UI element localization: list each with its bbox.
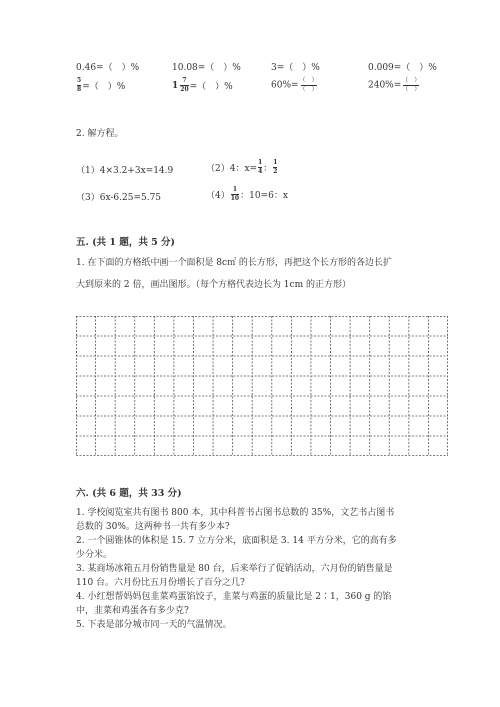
conversion-item-2: 10.08=（ ）% xyxy=(172,63,241,73)
section-6-heading: 六. (共 6 题，共 33 分) xyxy=(76,488,182,499)
conversion-item-3: 3=（ ）% xyxy=(271,63,320,73)
section-5-question xyxy=(76,256,456,292)
question-2-title: 2. 解方程。 xyxy=(76,129,124,139)
question-line: 1. 学校阅览室共有图书 800 本，其中科普书占图书总数的 35%，文艺书占图书 xyxy=(76,508,395,518)
square-grid xyxy=(76,316,448,456)
conversion-item-1: 0.46=（ ）% xyxy=(76,63,140,73)
question-line: 中，韭菜和鸡蛋各有多少克? xyxy=(76,606,189,616)
conversion-item-4: 0.009=（ ）% xyxy=(368,63,437,73)
section-6-questions xyxy=(76,506,456,632)
question-line: 大到原来的 2 倍，画出图形。（每个方格代表边长为 1cm 的正方形） xyxy=(76,280,351,290)
blank-fraction: （ ） （ ） xyxy=(402,77,421,93)
question-line: 110 台。六月份比五月份增长了百分之几? xyxy=(76,578,245,588)
equation-2: （2）4：x= $\frac{1}{4}$ ： $\frac{1}{2}$ xyxy=(206,159,278,175)
equation-3: （3）6x-6.25=5.75 xyxy=(76,193,162,203)
question-line: 3. 某商场冰箱五月份销售量是 80 台，后来举行了促销活动，六月份的销售量是 xyxy=(76,564,393,574)
conversion-item-8: 240%= （ ） （ ） xyxy=(368,77,421,93)
mixed-number: 1 $\frac{7}{20}$ xyxy=(172,77,189,93)
question-line: 少分米。 xyxy=(76,550,113,560)
question-line: 1. 在下面的方格纸中画一个面积是 8c㎡ 的长方形，再把这个长方形的各边长扩 xyxy=(76,258,392,268)
conversion-item-7: 60%= （ ） （ ） xyxy=(271,77,318,93)
question-line: 4. 小红想帮妈妈包韭菜鸡蛋馅饺子，韭菜与鸡蛋的质量比是 2∶1，360 g 的馅 xyxy=(76,592,392,602)
fraction: $\frac{5}{8}$ xyxy=(77,77,82,93)
blank-fraction: （ ） （ ） xyxy=(299,77,318,93)
question-line: 2. 一个圆锥体的体积是 15. 7 立方分米，底面积是 3. 14 平方分米，它的高有多 xyxy=(76,536,397,546)
question-line: 5. 下表是部分城市同一天的气温情况。 xyxy=(76,620,232,630)
conversion-item-6: 1 $\frac{7}{20}$ =（ ）% xyxy=(172,77,233,93)
conversion-item-5: $\frac{5}{8}$ =（ ）% xyxy=(77,77,126,93)
section-5-heading: 五. (共 1 题，共 5 分) xyxy=(76,237,176,248)
question-line: 总数的 30%。这两种书一共有多少本? xyxy=(76,522,230,532)
equation-1: （1）4×3.2+3x=14.9 xyxy=(76,166,174,176)
equation-4: （4） $\frac{1}{10}$ ：10=6：x xyxy=(206,186,288,202)
